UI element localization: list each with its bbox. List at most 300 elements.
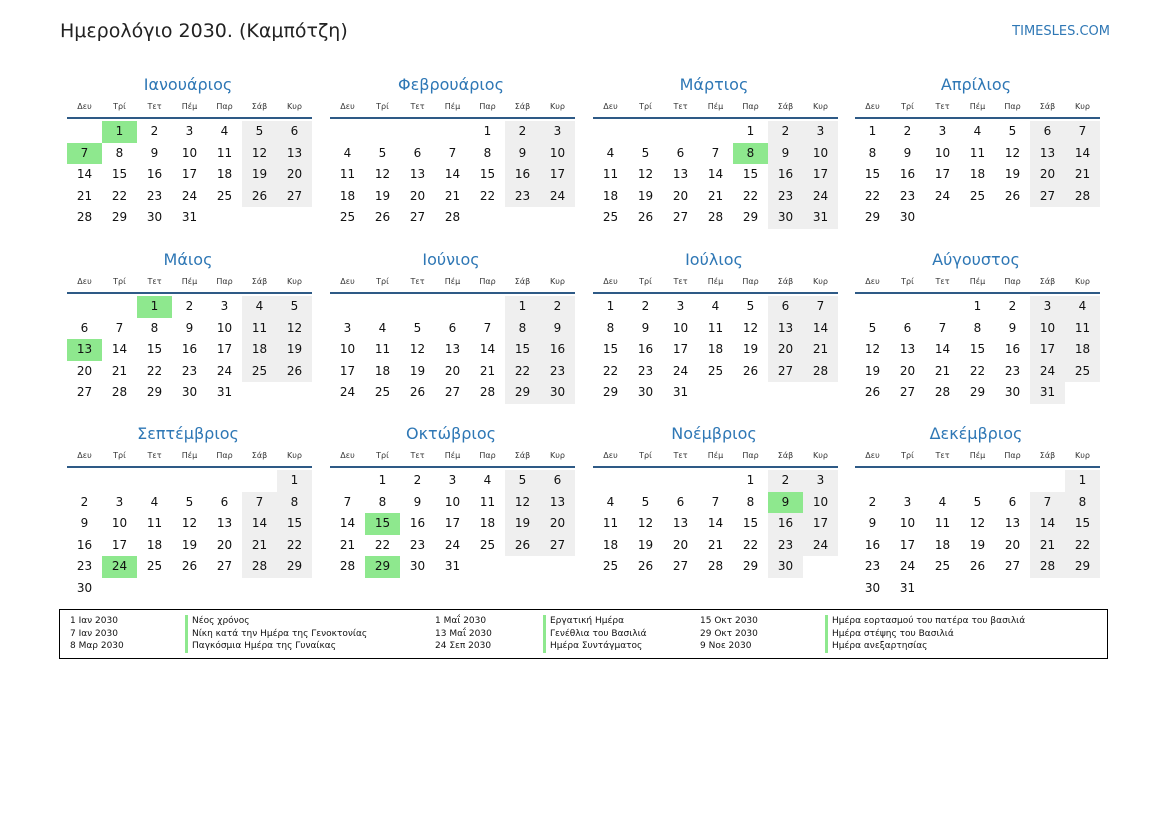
- day-cell: 27: [899, 385, 916, 400]
- day-cell: 11: [707, 320, 724, 335]
- day-cell: 3: [1030, 296, 1065, 318]
- holiday-date: 1 Ιαν 2030: [70, 616, 118, 626]
- weekday-label: Πέμ: [181, 102, 198, 111]
- site-link[interactable]: TIMESLES.COM: [1012, 24, 1110, 39]
- day-cell: 8: [1065, 492, 1100, 514]
- day-cell: 12: [864, 342, 881, 357]
- weekday-label: Πέμ: [444, 451, 461, 460]
- holiday-date: 8 Μαρ 2030: [70, 641, 124, 651]
- weekday-label: Τετ: [673, 102, 688, 111]
- weekday-header: [855, 448, 1100, 468]
- day-cell: 27: [1004, 559, 1021, 574]
- day-cell: 9: [868, 516, 877, 531]
- weekday-label: Σάβ: [251, 277, 268, 286]
- weekday-label: Τρί: [639, 102, 652, 111]
- month-name: Ιούνιος: [422, 250, 480, 269]
- empty-cell: [1065, 578, 1100, 600]
- day-cell: 24: [934, 188, 951, 203]
- day-cell: 18: [934, 537, 951, 552]
- day-cell: 12: [242, 143, 277, 165]
- day-cell: 9: [540, 318, 575, 340]
- day-cell: 4: [150, 494, 159, 509]
- weekday-label: Τετ: [147, 451, 162, 460]
- day-cell: 2: [768, 121, 803, 143]
- day-cell: 20: [1030, 164, 1065, 186]
- weekday-label: Σάβ: [514, 102, 531, 111]
- holiday-day-cell: 9: [768, 492, 803, 514]
- day-cell: 10: [181, 145, 198, 160]
- month-calendar: [67, 71, 312, 229]
- day-cell: 24: [444, 537, 461, 552]
- day-cell: 28: [1065, 186, 1100, 208]
- day-cell: 25: [216, 188, 233, 203]
- empty-cell: [960, 470, 995, 492]
- day-cell: 16: [146, 167, 163, 182]
- empty-cell: [172, 470, 207, 492]
- day-cell: 2: [641, 299, 650, 313]
- empty-cell: [505, 556, 540, 578]
- day-cell: 24: [181, 188, 198, 203]
- holiday-day-cell: 24: [102, 556, 137, 578]
- weekday-label: Κυρ: [813, 277, 828, 286]
- day-cell: 15: [969, 342, 986, 357]
- weekday-label: Δευ: [340, 451, 355, 460]
- empty-cell: [207, 470, 242, 492]
- empty-cell: [207, 207, 242, 229]
- weekday-label: Δευ: [603, 277, 618, 286]
- day-cell: 22: [374, 537, 391, 552]
- day-cell: 7: [115, 320, 124, 335]
- month-name: Αύγουστος: [932, 250, 1020, 269]
- day-cell: 5: [242, 121, 277, 143]
- day-cell: 14: [707, 167, 724, 182]
- day-cell: 22: [742, 188, 759, 203]
- day-cell: 25: [602, 210, 619, 225]
- day-cell: 19: [864, 363, 881, 378]
- day-cell: 11: [479, 494, 496, 509]
- weekday-label: Παρ: [742, 102, 759, 111]
- holiday-date: 7 Ιαν 2030: [70, 628, 118, 639]
- day-cell: 18: [707, 342, 724, 357]
- empty-cell: [698, 470, 733, 492]
- day-cell: 20: [76, 363, 93, 378]
- day-cell: 3: [115, 494, 124, 509]
- weekday-label: Τρί: [376, 451, 389, 460]
- day-cell: 24: [339, 385, 356, 400]
- day-cell: 10: [444, 494, 461, 509]
- day-cell: 23: [409, 537, 426, 552]
- day-cell: 17: [216, 342, 233, 357]
- day-cell: 18: [242, 339, 277, 361]
- day-cell: 31: [216, 385, 233, 400]
- day-cell: 9: [768, 143, 803, 165]
- holiday-date: 15 Οκτ 2030: [700, 616, 758, 626]
- day-cell: 16: [899, 167, 916, 182]
- day-cell: 20: [1004, 537, 1021, 552]
- day-cell: 8: [868, 145, 877, 160]
- day-cell: 25: [707, 363, 724, 378]
- day-cell: 21: [111, 363, 128, 378]
- day-cell: 2: [185, 299, 194, 313]
- day-cell: 28: [934, 385, 951, 400]
- day-cell: 17: [181, 167, 198, 182]
- day-cell: 21: [707, 537, 724, 552]
- day-cell: 26: [374, 210, 391, 225]
- day-cell: 1: [746, 124, 755, 138]
- day-cell: 22: [864, 188, 881, 203]
- empty-cell: [1065, 207, 1100, 229]
- empty-cell: [67, 121, 102, 143]
- day-cell: 1: [868, 124, 877, 138]
- month-name: Μάρτιος: [679, 75, 749, 94]
- day-cell: 6: [1030, 121, 1065, 143]
- day-cell: 28: [707, 210, 724, 225]
- month-name: Ιανουάριος: [143, 75, 233, 94]
- day-cell: 8: [606, 320, 615, 335]
- empty-cell: [470, 207, 505, 229]
- day-cell: 7: [711, 145, 720, 160]
- day-cell: 1: [505, 296, 540, 318]
- day-cell: 4: [711, 299, 720, 313]
- day-cell: 18: [479, 516, 496, 531]
- weekday-label: Τρί: [113, 102, 126, 111]
- holiday-dates-col-2: [435, 615, 492, 653]
- day-cell: 6: [676, 145, 685, 160]
- empty-cell: [242, 207, 277, 229]
- day-cell: 4: [378, 320, 387, 335]
- month-name: Νοέμβριος: [671, 424, 757, 443]
- day-cell: 3: [676, 299, 685, 313]
- weekday-label: Τετ: [410, 451, 425, 460]
- holiday-dates-col-3: [700, 615, 758, 653]
- day-cell: 20: [672, 188, 689, 203]
- day-cell: 6: [413, 145, 422, 160]
- day-cell: 17: [803, 513, 838, 535]
- day-cell: 9: [185, 320, 194, 335]
- day-grid: [593, 296, 838, 404]
- empty-cell: [137, 470, 172, 492]
- holiday-day-cell: 29: [365, 556, 400, 578]
- day-cell: 29: [742, 559, 759, 574]
- day-cell: 1: [606, 299, 615, 313]
- day-cell: 27: [444, 385, 461, 400]
- day-cell: 16: [409, 516, 426, 531]
- month-name: Φεβρουάριος: [398, 75, 504, 94]
- day-cell: 26: [742, 363, 759, 378]
- empty-cell: [540, 207, 575, 229]
- day-cell: 15: [111, 167, 128, 182]
- weekday-label: Τρί: [639, 277, 652, 286]
- day-cell: 25: [1065, 361, 1100, 383]
- empty-cell: [277, 207, 312, 229]
- day-grid: [67, 296, 312, 404]
- empty-cell: [803, 556, 838, 578]
- day-cell: 7: [938, 320, 947, 335]
- weekday-label: Σάβ: [1039, 277, 1056, 286]
- day-grid: [67, 121, 312, 229]
- empty-cell: [172, 578, 207, 600]
- weekday-header: [593, 274, 838, 294]
- day-cell: 25: [969, 188, 986, 203]
- weekday-label: Παρ: [742, 277, 759, 286]
- day-cell: 14: [444, 167, 461, 182]
- day-grid: [330, 296, 575, 404]
- day-grid: [593, 121, 838, 229]
- day-cell: 18: [339, 188, 356, 203]
- day-cell: 19: [277, 339, 312, 361]
- day-cell: 14: [934, 342, 951, 357]
- empty-cell: [102, 578, 137, 600]
- weekday-label: Πέμ: [969, 451, 986, 460]
- day-cell: 8: [150, 320, 159, 335]
- day-cell: 25: [479, 537, 496, 552]
- day-cell: 19: [1004, 167, 1021, 182]
- holiday-day-cell: 13: [67, 339, 102, 361]
- empty-cell: [593, 121, 628, 143]
- day-cell: 24: [899, 559, 916, 574]
- day-cell: 11: [146, 516, 163, 531]
- day-cell: 1: [483, 124, 492, 138]
- day-cell: 6: [903, 320, 912, 335]
- day-cell: 29: [969, 385, 986, 400]
- weekday-label: Πέμ: [181, 277, 198, 286]
- day-cell: 25: [602, 559, 619, 574]
- day-cell: 14: [242, 513, 277, 535]
- empty-cell: [365, 121, 400, 143]
- day-cell: 26: [1004, 188, 1021, 203]
- day-cell: 18: [216, 167, 233, 182]
- day-cell: 2: [1008, 299, 1017, 313]
- empty-cell: [925, 296, 960, 318]
- day-cell: 20: [672, 537, 689, 552]
- holiday-names-col-1: [185, 615, 367, 653]
- day-cell: 18: [602, 537, 619, 552]
- day-cell: 27: [540, 535, 575, 557]
- day-cell: 26: [864, 385, 881, 400]
- weekday-label: Τρί: [901, 451, 914, 460]
- day-cell: 29: [742, 210, 759, 225]
- day-cell: 21: [479, 363, 496, 378]
- weekday-label: Τετ: [410, 277, 425, 286]
- day-cell: 7: [242, 492, 277, 514]
- weekday-label: Πέμ: [969, 277, 986, 286]
- month-name: Σεπτέμβριος: [137, 424, 239, 443]
- empty-cell: [995, 470, 1030, 492]
- day-cell: 5: [505, 470, 540, 492]
- empty-cell: [925, 578, 960, 600]
- weekday-label: Κυρ: [813, 451, 828, 460]
- empty-cell: [365, 296, 400, 318]
- day-cell: 23: [864, 559, 881, 574]
- month-name: Απρίλιος: [940, 75, 1012, 94]
- day-cell: 12: [969, 516, 986, 531]
- empty-cell: [505, 207, 540, 229]
- day-cell: 23: [899, 188, 916, 203]
- day-cell: 7: [1065, 121, 1100, 143]
- day-cell: 17: [540, 164, 575, 186]
- day-cell: 3: [540, 121, 575, 143]
- empty-cell: [137, 578, 172, 600]
- weekday-label: Τρί: [901, 102, 914, 111]
- day-cell: 29: [505, 382, 540, 404]
- empty-cell: [1030, 470, 1065, 492]
- day-cell: 20: [216, 537, 233, 552]
- day-cell: 19: [181, 537, 198, 552]
- day-cell: 6: [540, 470, 575, 492]
- empty-cell: [855, 470, 890, 492]
- holiday-date: 1 Μαΐ 2030: [435, 616, 487, 626]
- empty-cell: [277, 578, 312, 600]
- day-cell: 17: [672, 342, 689, 357]
- day-cell: 5: [868, 320, 877, 335]
- day-cell: 11: [934, 516, 951, 531]
- weekday-label: Κυρ: [550, 451, 565, 460]
- day-cell: 17: [111, 537, 128, 552]
- weekday-label: Τρί: [376, 277, 389, 286]
- day-grid: [593, 470, 838, 578]
- empty-cell: [1030, 578, 1065, 600]
- weekday-header: [67, 448, 312, 468]
- day-cell: 17: [1030, 339, 1065, 361]
- day-cell: 22: [146, 363, 163, 378]
- empty-cell: [960, 207, 995, 229]
- day-cell: 12: [637, 167, 654, 182]
- day-cell: 12: [374, 167, 391, 182]
- weekday-label: Σάβ: [251, 102, 268, 111]
- day-grid: [855, 121, 1100, 229]
- day-cell: 26: [409, 385, 426, 400]
- day-cell: 5: [641, 145, 650, 160]
- weekday-label: Δευ: [603, 451, 618, 460]
- page-title: Ημερολόγιο 2030. (Καμπότζη): [60, 20, 348, 42]
- day-cell: 15: [602, 342, 619, 357]
- weekday-label: Πέμ: [969, 102, 986, 111]
- weekday-label: Κυρ: [287, 451, 302, 460]
- day-cell: 19: [242, 164, 277, 186]
- day-cell: 30: [181, 385, 198, 400]
- day-cell: 21: [1065, 164, 1100, 186]
- day-cell: 5: [413, 320, 422, 335]
- day-cell: 25: [934, 559, 951, 574]
- weekday-label: Δευ: [77, 277, 92, 286]
- day-cell: 4: [973, 124, 982, 138]
- month-calendar: [593, 71, 838, 229]
- day-cell: 22: [479, 188, 496, 203]
- weekday-label: Σάβ: [514, 277, 531, 286]
- empty-cell: [102, 470, 137, 492]
- day-cell: 13: [899, 342, 916, 357]
- day-cell: 10: [111, 516, 128, 531]
- day-cell: 31: [672, 385, 689, 400]
- day-cell: 11: [216, 145, 233, 160]
- month-calendar: [593, 246, 838, 404]
- day-cell: 6: [220, 494, 229, 509]
- weekday-label: Σάβ: [251, 451, 268, 460]
- day-cell: 14: [76, 167, 93, 182]
- empty-cell: [628, 470, 663, 492]
- day-cell: 24: [1030, 361, 1065, 383]
- empty-cell: [242, 382, 277, 404]
- day-cell: 10: [803, 492, 838, 514]
- holiday-day-cell: 8: [733, 143, 768, 165]
- day-cell: 8: [746, 494, 755, 509]
- day-cell: 28: [707, 559, 724, 574]
- empty-cell: [435, 121, 470, 143]
- holiday-legend: [59, 609, 1108, 659]
- month-calendar: [67, 420, 312, 600]
- day-cell: 30: [540, 382, 575, 404]
- weekday-label: Κυρ: [287, 102, 302, 111]
- empty-cell: [995, 578, 1030, 600]
- day-cell: 11: [602, 516, 619, 531]
- weekday-label: Δευ: [77, 451, 92, 460]
- empty-cell: [663, 121, 698, 143]
- weekday-label: Τετ: [147, 277, 162, 286]
- empty-cell: [698, 382, 733, 404]
- day-cell: 13: [540, 492, 575, 514]
- day-cell: 13: [1030, 143, 1065, 165]
- weekday-label: Τρί: [376, 102, 389, 111]
- day-cell: 15: [864, 167, 881, 182]
- day-grid: [855, 296, 1100, 404]
- month-name: Ιούλιος: [685, 250, 743, 269]
- day-cell: 5: [641, 494, 650, 509]
- month-name: Οκτώβριος: [405, 424, 496, 443]
- weekday-label: Τετ: [147, 102, 162, 111]
- empty-cell: [67, 296, 102, 318]
- day-cell: 3: [448, 473, 457, 487]
- day-cell: 11: [1065, 318, 1100, 340]
- day-cell: 19: [637, 188, 654, 203]
- day-cell: 15: [742, 516, 759, 531]
- day-cell: 10: [803, 143, 838, 165]
- day-cell: 16: [505, 164, 540, 186]
- holiday-name: Γενέθλια του Βασιλιά: [543, 628, 647, 641]
- day-cell: 27: [76, 385, 93, 400]
- day-cell: 9: [150, 145, 159, 160]
- weekday-label: Δευ: [340, 277, 355, 286]
- weekday-label: Δευ: [603, 102, 618, 111]
- day-cell: 19: [409, 363, 426, 378]
- day-cell: 14: [803, 318, 838, 340]
- day-cell: 27: [1030, 186, 1065, 208]
- empty-cell: [995, 207, 1030, 229]
- day-cell: 14: [111, 342, 128, 357]
- empty-cell: [330, 470, 365, 492]
- day-cell: 8: [378, 494, 387, 509]
- day-cell: 30: [768, 207, 803, 229]
- day-cell: 24: [803, 535, 838, 557]
- month-calendar: [855, 71, 1100, 229]
- day-cell: 8: [277, 492, 312, 514]
- day-cell: 19: [374, 188, 391, 203]
- empty-cell: [663, 470, 698, 492]
- day-cell: 16: [768, 164, 803, 186]
- day-cell: 14: [707, 516, 724, 531]
- day-cell: 5: [378, 145, 387, 160]
- day-cell: 31: [899, 580, 916, 595]
- day-cell: 2: [505, 121, 540, 143]
- weekday-label: Τετ: [410, 102, 425, 111]
- day-cell: 21: [1030, 535, 1065, 557]
- holiday-name: Παγκόσμια Ημέρα της Γυναίκας: [185, 640, 367, 653]
- day-cell: 20: [409, 188, 426, 203]
- day-cell: 20: [277, 164, 312, 186]
- day-cell: 2: [540, 296, 575, 318]
- day-cell: 26: [969, 559, 986, 574]
- weekday-header: [67, 99, 312, 119]
- day-cell: 24: [803, 186, 838, 208]
